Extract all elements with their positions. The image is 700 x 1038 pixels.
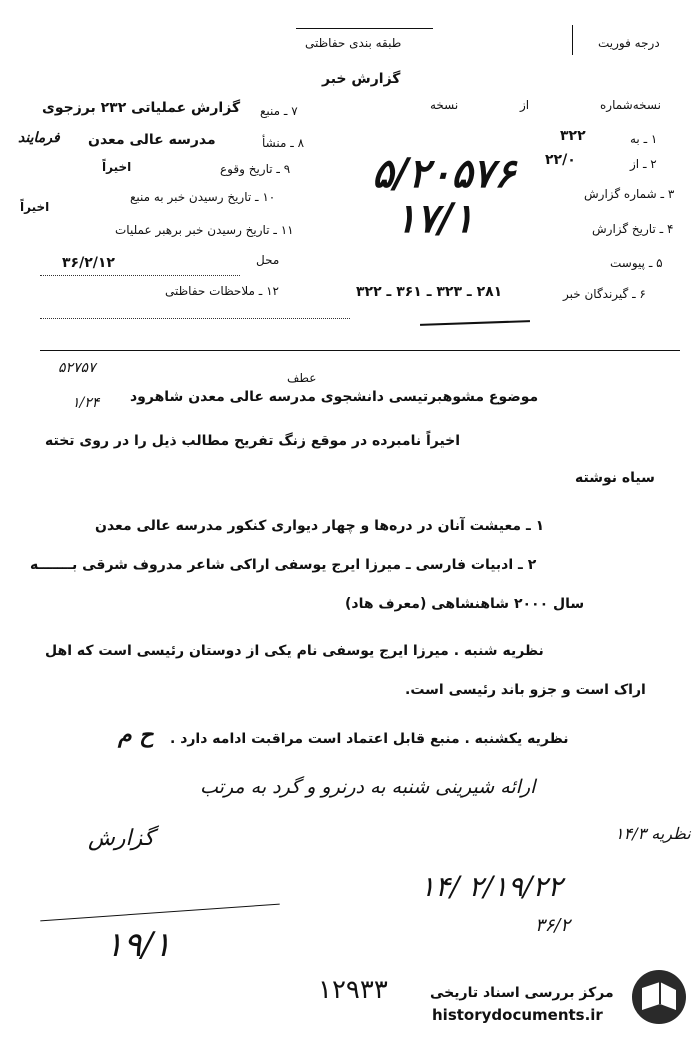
- classification-label: طبقه بندی حفاظتی: [305, 36, 402, 50]
- notes-line: [40, 318, 350, 319]
- ref-small: ۱/۲۴: [72, 395, 100, 411]
- watermark-url: historydocuments.ir: [432, 1006, 603, 1024]
- urgency-label: درجه فوریت: [598, 36, 660, 50]
- body-line-1: اخیراً نامبرده در موقع زنگ تفریح مطالب ذیل را در روی تخته: [45, 433, 461, 449]
- handwritten-note-2: نظریه ۱۴/۳: [615, 824, 691, 843]
- handwritten-signature-small: ۳۶/۲: [535, 915, 571, 936]
- copy-label: نسخه: [430, 98, 459, 112]
- report-date-label: ۴ ـ تاریخ گزارش: [592, 222, 674, 236]
- report-no-label: ۳ ـ شماره گزارش: [584, 187, 675, 201]
- handwritten-underline: [420, 320, 530, 326]
- attachment-label: ۵ ـ پیوست: [610, 256, 663, 270]
- recipients-value: ۲۸۱ ـ ۳۲۳ ـ ۳۶۱ ـ ۳۲۲: [356, 284, 503, 300]
- source-label: ۷ ـ منبع: [260, 104, 298, 118]
- place-line: [40, 275, 240, 276]
- body-line-2: سیاه نوشته: [575, 470, 655, 486]
- ref-label: عطف: [287, 371, 317, 385]
- handwritten-note-3: گزارش: [88, 826, 155, 851]
- recipients-label: ۶ ـ گیرندگان خبر: [563, 287, 646, 301]
- from-label: ۲ ـ از: [630, 157, 657, 171]
- source-receipt-date-value: اخیراً: [20, 200, 50, 214]
- watermark-title: مرکز بررسی اسناد تاریخی: [430, 985, 614, 1001]
- body-hw-mark: ح م: [118, 722, 154, 748]
- report-title: گزارش خبر: [322, 71, 401, 87]
- source-origin-label: ۸ ـ منشأ: [262, 136, 305, 150]
- body-line-5: سال ۲۰۰۰ شاهنشاهی (معرف هاد): [345, 596, 585, 612]
- place-label: محل: [256, 253, 280, 267]
- event-date-value: اخیراً: [102, 160, 132, 174]
- classification-underline: [296, 28, 433, 29]
- of-label: از: [520, 98, 530, 112]
- handwritten-signature-date: ۱۴/ ۲/۱۹/۲۲: [420, 870, 563, 903]
- to-value: ۳۲۲: [560, 128, 586, 144]
- handwritten-bottom-left: ۱۹/۱: [105, 925, 172, 965]
- body-line-7: اراک است و جزو باند رئیسی است.: [405, 682, 646, 698]
- place-value: ۳۶/۲/۱۲: [62, 255, 115, 271]
- archive-logo-icon: [630, 968, 688, 1026]
- body-line-6: نظریه شنبه . میرزا ایرج یوسفی نام یکی از دوستان رئیسی است که اهل: [45, 643, 544, 659]
- ops-receipt-date-label: ۱۱ ـ تاریخ رسیدن خبر برهبر عملیات: [115, 223, 294, 237]
- urgency-box-left: [572, 25, 573, 55]
- subject-line: موضوع مشوهبرتیسی دانشجوی مدرسه عالی معدن شاهرود: [130, 389, 539, 405]
- event-date-label: ۹ ـ تاریخ وقوع: [220, 162, 291, 176]
- source-value: گزارش عملیاتی ۲۳۲ برزجوی: [42, 100, 241, 116]
- handwritten-report-number: ۵/۲۰۵۷۶: [372, 150, 516, 197]
- handwritten-report-date: ۱۷/۱: [395, 195, 475, 242]
- from-value: ۲۲/۰: [545, 152, 576, 168]
- body-line-3: ۱ ـ معیشت آنان در دره‌ها و چهار دیواری کنکور مدرسه عالی معدن: [95, 518, 545, 534]
- signature-line: [40, 904, 279, 922]
- header-divider: [40, 350, 680, 351]
- source-receipt-date-label: ۱۰ ـ تاریخ رسیدن خبر به منبع: [130, 190, 276, 204]
- copy-no-label: نسخه‌شماره: [600, 98, 661, 112]
- source-origin-value: مدرسه عالی معدن: [88, 132, 216, 148]
- ref-value: ۵۲۷۵۷: [58, 360, 96, 376]
- archive-number: ۱۲۹۳۳: [318, 975, 388, 1005]
- to-label: ۱ ـ به: [630, 132, 658, 146]
- margin-note: فرمایند: [18, 130, 60, 146]
- security-notes-label: ۱۲ ـ ملاحظات حفاظتی: [165, 284, 279, 298]
- handwritten-note-1: ارائه شیرینی شنبه به درنرو و گرد به مرتب: [200, 776, 536, 798]
- body-line-4: ۲ ـ ادبیات فارسی ـ میرزا ایرج یوسفی اراکی شاعر مدروف شرقی بـــــــه: [30, 557, 537, 573]
- body-line-8: نظریه یکشنبه . منبع قابل اعتماد است مراقبت ادامه دارد .: [170, 731, 569, 747]
